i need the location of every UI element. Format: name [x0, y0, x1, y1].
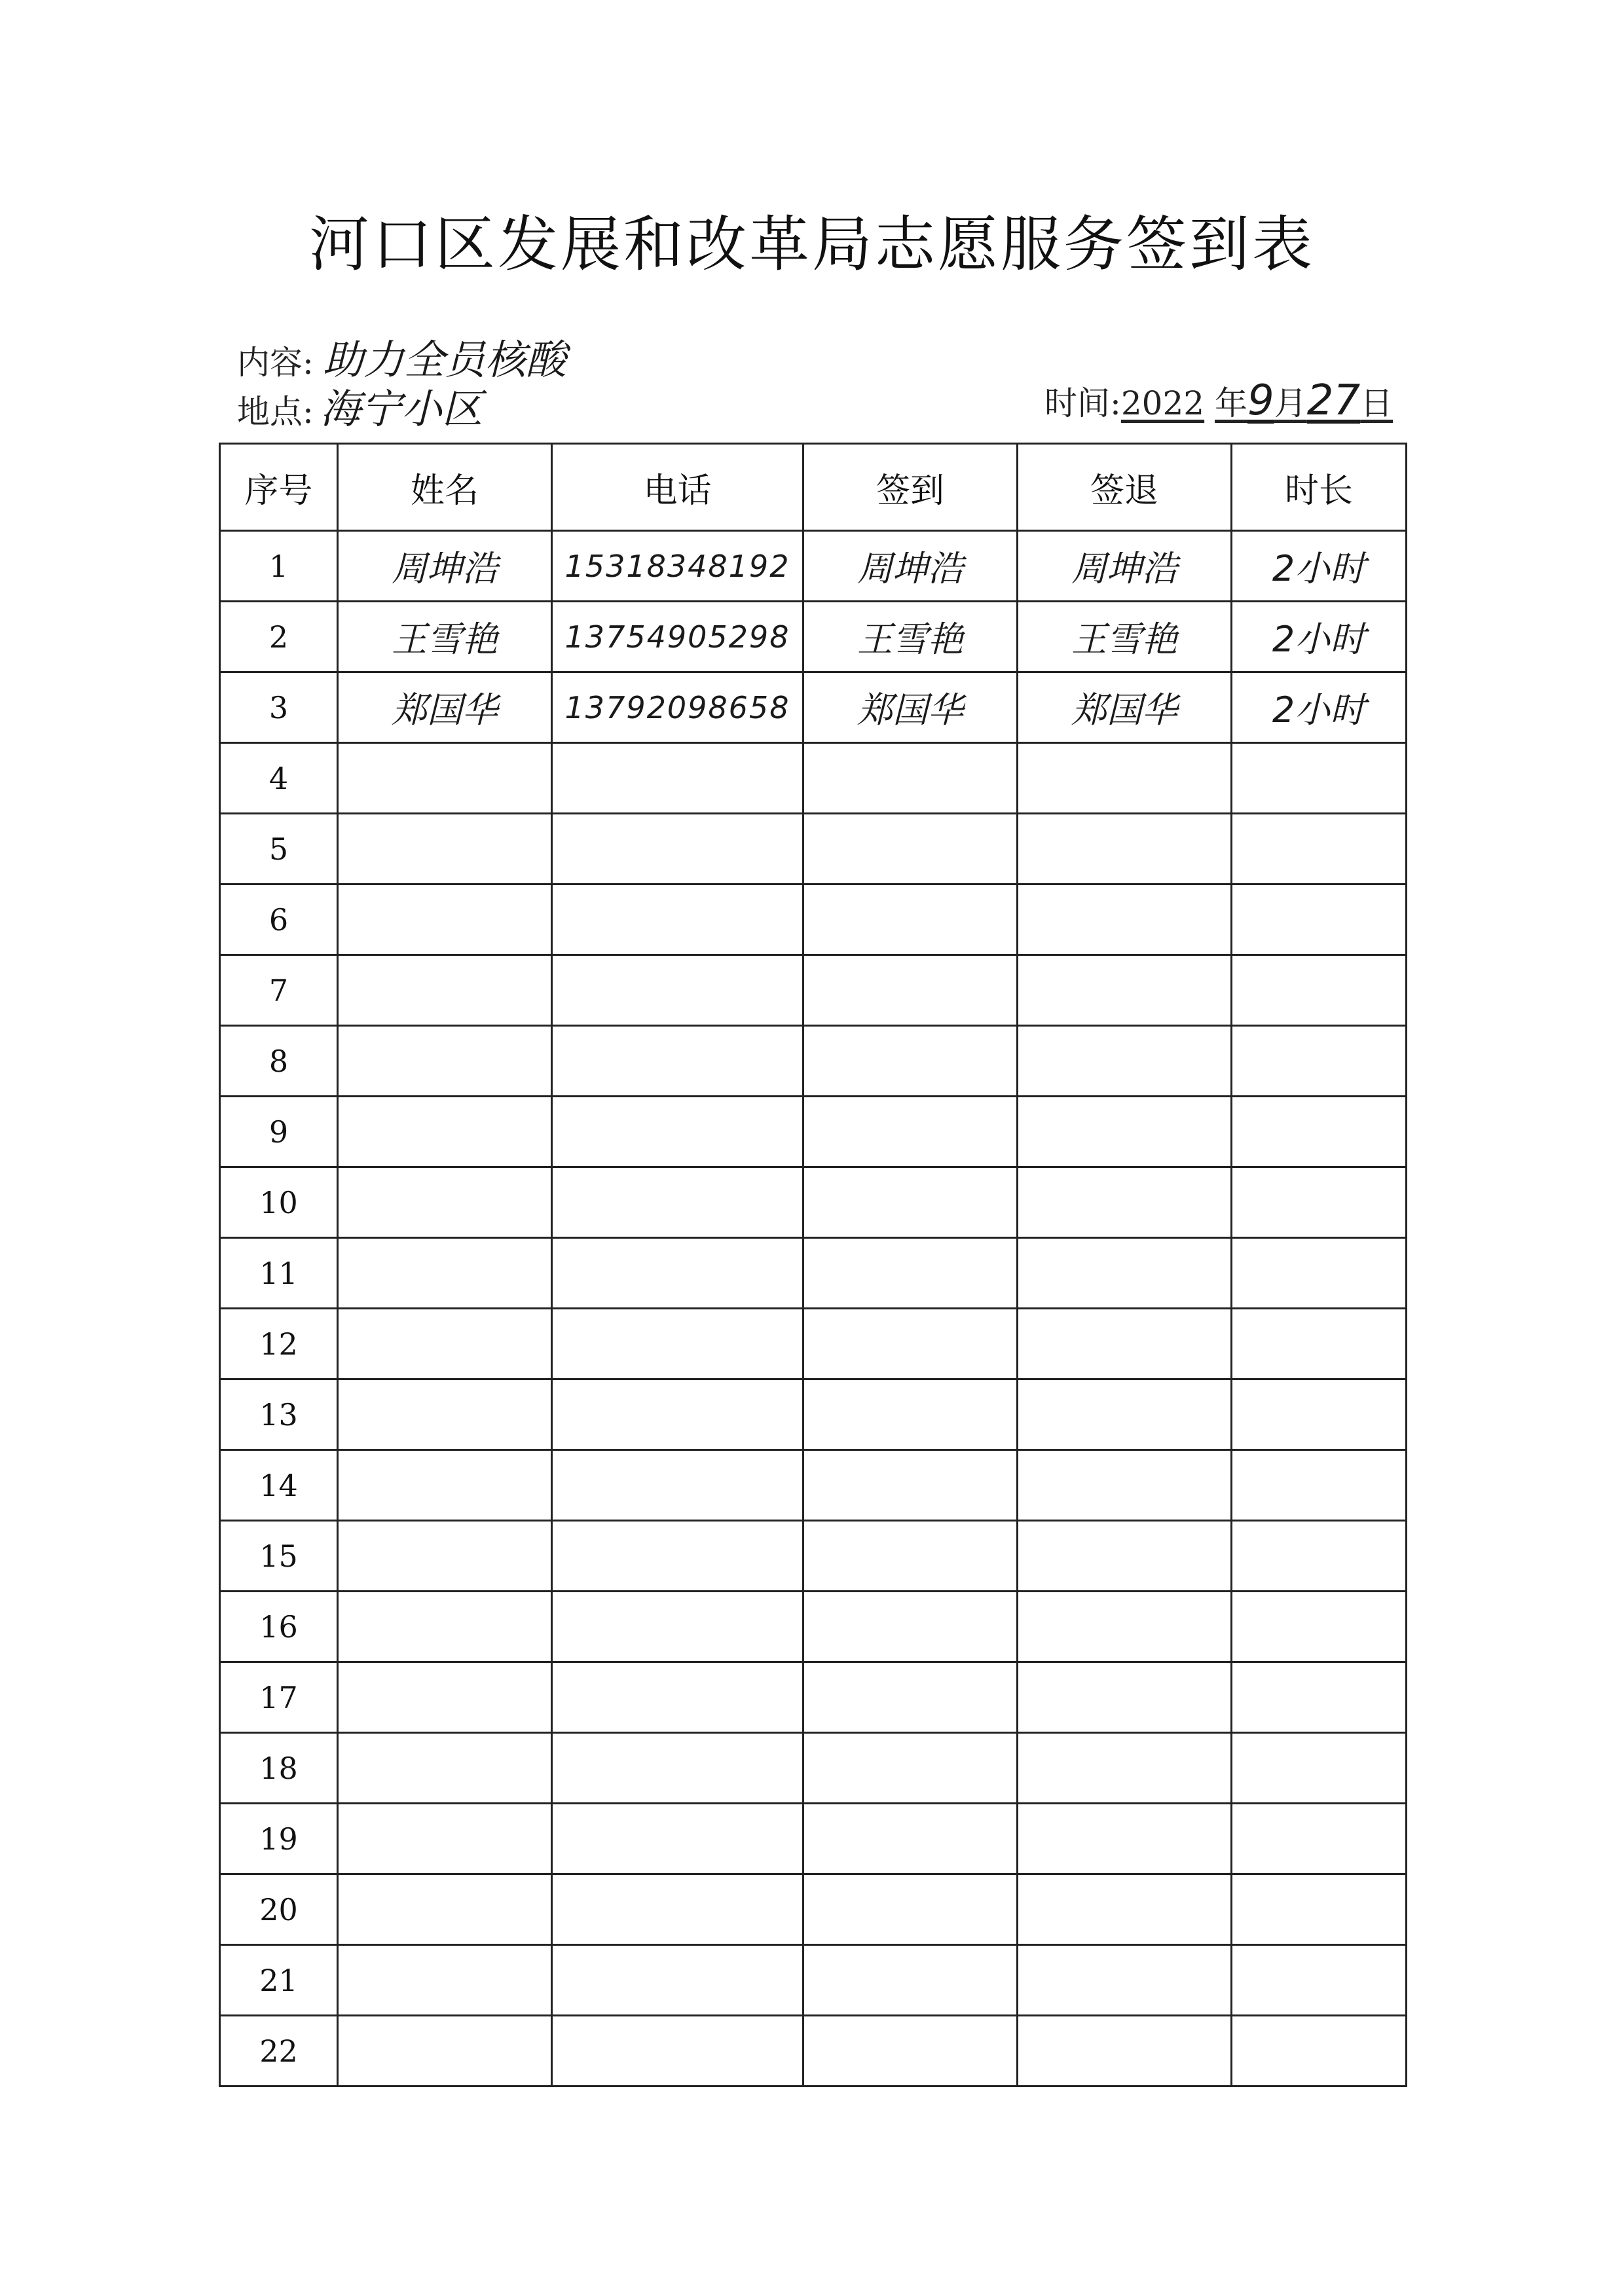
row-sign-in: [803, 1238, 1018, 1309]
row-number: 17: [220, 1662, 338, 1733]
row-duration: [1232, 1309, 1407, 1379]
table-row: [220, 1945, 1407, 2016]
row-phone: 13792098658: [552, 672, 803, 743]
row-duration: [1232, 1592, 1407, 1662]
row-sign-in: [803, 814, 1018, 884]
row-number: 1: [220, 531, 338, 602]
row-duration: 2小时: [1232, 531, 1407, 602]
time-line: [1044, 376, 1393, 425]
row-number: 22: [220, 2016, 338, 2086]
row-sign-in: 周坤浩: [803, 531, 1018, 602]
row-phone: [552, 1097, 803, 1167]
table-row: [220, 1026, 1407, 1097]
row-phone: 13754905298: [552, 602, 803, 672]
row-phone: [552, 955, 803, 1026]
row-sign-out: [1018, 1945, 1232, 2016]
row-name: [338, 1379, 552, 1450]
row-sign-out: [1018, 1026, 1232, 1097]
table-row: [220, 1804, 1407, 1874]
row-sign-in: [803, 1309, 1018, 1379]
row-sign-out: [1018, 955, 1232, 1026]
content-value: 助力全员核酸: [322, 336, 566, 384]
row-name: [338, 1026, 552, 1097]
table-row: [220, 672, 1407, 743]
table-row: [220, 2016, 1407, 2086]
row-sign-in: [803, 1026, 1018, 1097]
table-row: [220, 884, 1407, 955]
row-duration: [1232, 1167, 1407, 1238]
table-row: [220, 814, 1407, 884]
row-duration: [1232, 1874, 1407, 1945]
table-row: [220, 1238, 1407, 1309]
row-number: 21: [220, 1945, 338, 2016]
row-duration: [1232, 1733, 1407, 1804]
table-row: [220, 602, 1407, 672]
row-sign-out: [1018, 1379, 1232, 1450]
header-sign-in: 签到: [803, 444, 1018, 531]
row-name: [338, 1662, 552, 1733]
row-sign-in: [803, 1733, 1018, 1804]
row-name: [338, 1592, 552, 1662]
row-number: 15: [220, 1521, 338, 1592]
time-day: 27: [1306, 376, 1361, 425]
table-row: [220, 1450, 1407, 1521]
row-duration: [1232, 743, 1407, 814]
row-sign-out: [1018, 814, 1232, 884]
row-phone: [552, 1238, 803, 1309]
row-duration: [1232, 884, 1407, 955]
row-sign-in: [803, 1874, 1018, 1945]
row-name: [338, 2016, 552, 2086]
table-row: [220, 1592, 1407, 1662]
row-number: 13: [220, 1379, 338, 1450]
row-phone: [552, 1662, 803, 1733]
row-phone: [552, 1309, 803, 1379]
row-duration: [1232, 1379, 1407, 1450]
place-value: 海宁小区: [320, 385, 483, 433]
row-duration: 2小时: [1232, 602, 1407, 672]
sign-in-table: [219, 443, 1407, 2087]
time-day-unit: 日: [1360, 384, 1393, 422]
row-sign-out: [1018, 2016, 1232, 2086]
row-sign-in: [803, 1521, 1018, 1592]
table-row: [220, 1662, 1407, 1733]
row-duration: [1232, 1662, 1407, 1733]
row-sign-out: [1018, 1662, 1232, 1733]
row-duration: [1232, 1097, 1407, 1167]
table-row: [220, 1379, 1407, 1450]
header-sign-out: 签退: [1018, 444, 1232, 531]
row-name: 郑国华: [338, 672, 552, 743]
table-row: [220, 955, 1407, 1026]
row-name: [338, 884, 552, 955]
row-number: 19: [220, 1804, 338, 1874]
row-name: [338, 1238, 552, 1309]
row-sign-in: [803, 884, 1018, 955]
row-sign-in: [803, 1804, 1018, 1874]
row-number: 5: [220, 814, 338, 884]
row-sign-in: [803, 2016, 1018, 2086]
row-sign-out: [1018, 1804, 1232, 1874]
row-phone: [552, 1521, 803, 1592]
row-duration: [1232, 1945, 1407, 2016]
row-sign-in: [803, 1592, 1018, 1662]
row-sign-out: [1018, 1167, 1232, 1238]
row-name: [338, 1167, 552, 1238]
row-sign-in: [803, 1662, 1018, 1733]
row-phone: [552, 1804, 803, 1874]
table-row: [220, 1521, 1407, 1592]
row-name: [338, 1733, 552, 1804]
row-phone: [552, 1592, 803, 1662]
row-duration: [1232, 955, 1407, 1026]
row-phone: [552, 814, 803, 884]
row-sign-in: [803, 1379, 1018, 1450]
row-sign-out: [1018, 1450, 1232, 1521]
row-number: 20: [220, 1874, 338, 1945]
row-phone: [552, 1874, 803, 1945]
time-year: 2022: [1120, 384, 1205, 422]
row-number: 3: [220, 672, 338, 743]
row-sign-out: 周坤浩: [1018, 531, 1232, 602]
table-header-row: [220, 444, 1407, 531]
row-name: [338, 1874, 552, 1945]
row-number: 6: [220, 884, 338, 955]
row-sign-in: 王雪艳: [803, 602, 1018, 672]
place-label: 地点:: [237, 393, 314, 431]
row-duration: [1232, 1450, 1407, 1521]
row-sign-out: [1018, 1874, 1232, 1945]
time-year-unit: 年: [1215, 384, 1248, 422]
row-sign-in: [803, 1450, 1018, 1521]
row-sign-in: [803, 1945, 1018, 2016]
row-sign-out: [1018, 1733, 1232, 1804]
row-name: [338, 743, 552, 814]
table-row: [220, 1167, 1407, 1238]
row-duration: [1232, 1804, 1407, 1874]
row-number: 10: [220, 1167, 338, 1238]
row-sign-out: [1018, 1309, 1232, 1379]
header-duration: 时长: [1232, 444, 1407, 531]
row-duration: [1232, 1026, 1407, 1097]
row-number: 8: [220, 1026, 338, 1097]
row-duration: [1232, 1521, 1407, 1592]
row-phone: [552, 2016, 803, 2086]
row-number: 16: [220, 1592, 338, 1662]
row-number: 12: [220, 1309, 338, 1379]
header-no: 序号: [220, 444, 338, 531]
row-name: [338, 814, 552, 884]
row-sign-in: [803, 743, 1018, 814]
table-row: [220, 743, 1407, 814]
row-phone: 15318348192: [552, 531, 803, 602]
row-phone: [552, 1379, 803, 1450]
row-name: [338, 1945, 552, 2016]
row-phone: [552, 1167, 803, 1238]
content-label: 内容:: [237, 344, 314, 382]
row-name: [338, 1521, 552, 1592]
row-number: 14: [220, 1450, 338, 1521]
row-number: 11: [220, 1238, 338, 1309]
table-row: [220, 1097, 1407, 1167]
row-name: [338, 1804, 552, 1874]
header-phone: 电话: [552, 444, 803, 531]
table-row: [220, 1733, 1407, 1804]
row-sign-out: 王雪艳: [1018, 602, 1232, 672]
page-title: 河口区发展和改革局志愿服务签到表: [308, 210, 1315, 280]
row-phone: [552, 1026, 803, 1097]
row-duration: [1232, 814, 1407, 884]
row-sign-in: [803, 1097, 1018, 1167]
time-month: 9: [1247, 376, 1274, 425]
row-phone: [552, 884, 803, 955]
row-number: 2: [220, 602, 338, 672]
time-month-unit: 月: [1274, 384, 1307, 422]
row-number: 18: [220, 1733, 338, 1804]
row-sign-out: [1018, 1238, 1232, 1309]
row-phone: [552, 743, 803, 814]
row-sign-out: [1018, 884, 1232, 955]
row-name: [338, 955, 552, 1026]
row-phone: [552, 1450, 803, 1521]
table-row: [220, 1874, 1407, 1945]
row-number: 4: [220, 743, 338, 814]
row-sign-out: 郑国华: [1018, 672, 1232, 743]
row-duration: [1232, 2016, 1407, 2086]
row-name: 周坤浩: [338, 531, 552, 602]
header-name: 姓名: [338, 444, 552, 531]
row-phone: [552, 1733, 803, 1804]
row-name: [338, 1097, 552, 1167]
row-sign-out: [1018, 1592, 1232, 1662]
row-phone: [552, 1945, 803, 2016]
row-sign-in: [803, 1167, 1018, 1238]
row-sign-out: [1018, 1521, 1232, 1592]
time-label: 时间:: [1044, 384, 1121, 422]
row-sign-in: 郑国华: [803, 672, 1018, 743]
row-duration: 2小时: [1232, 672, 1407, 743]
row-number: 7: [220, 955, 338, 1026]
row-sign-out: [1018, 743, 1232, 814]
row-name: [338, 1450, 552, 1521]
table-row: [220, 531, 1407, 602]
row-number: 9: [220, 1097, 338, 1167]
row-name: [338, 1309, 552, 1379]
row-sign-out: [1018, 1097, 1232, 1167]
row-sign-in: [803, 955, 1018, 1026]
table-row: [220, 1309, 1407, 1379]
place-line: [237, 376, 483, 435]
row-duration: [1232, 1238, 1407, 1309]
row-name: 王雪艳: [338, 602, 552, 672]
